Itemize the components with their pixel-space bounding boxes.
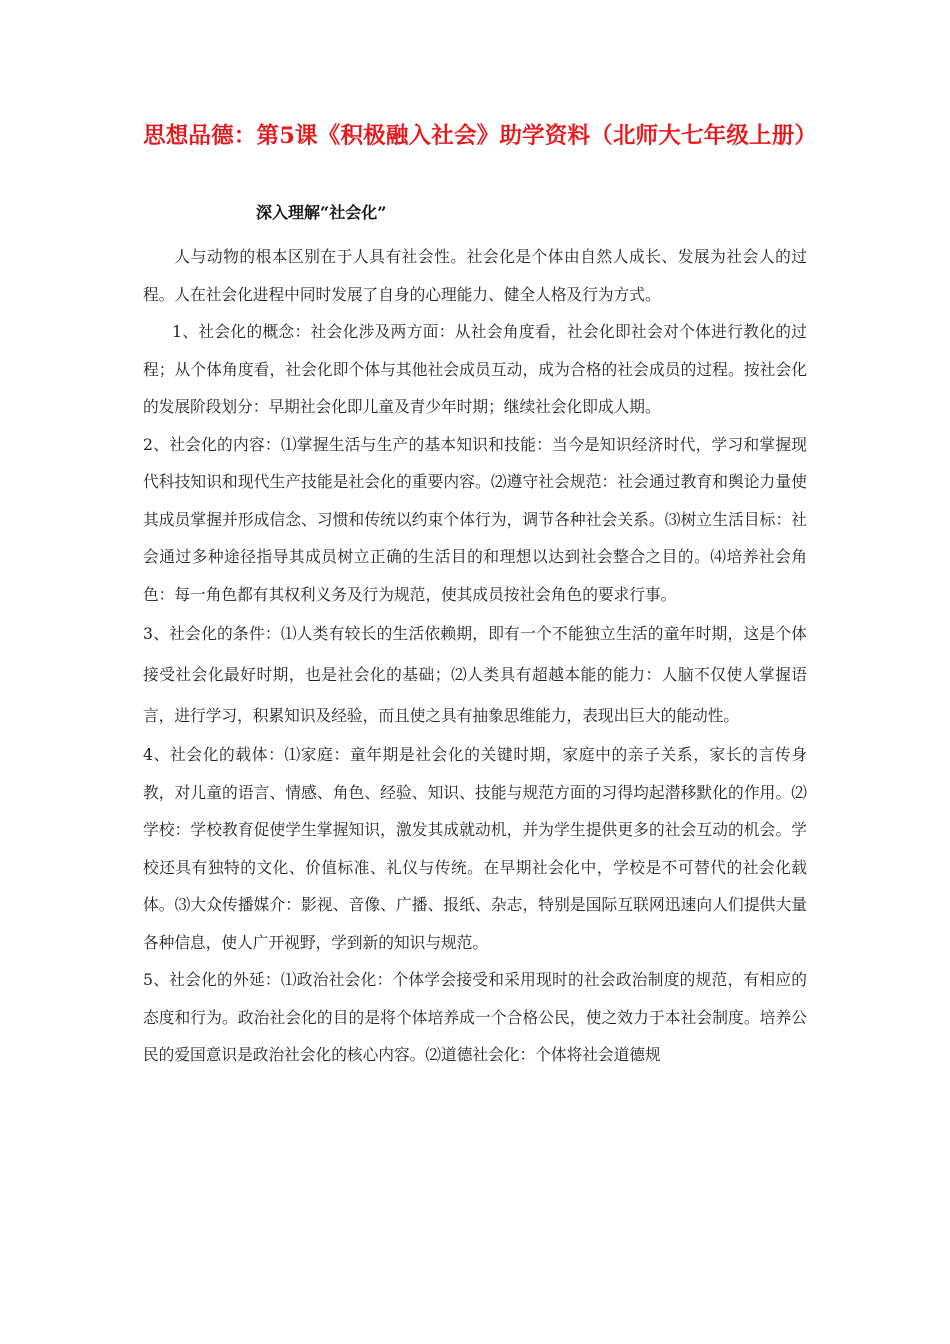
section-heading: 深入理解“社会化” [256, 203, 387, 222]
document-body [143, 238, 807, 1074]
paragraph-conditions: 3、社会化的条件：⑴人类有较长的生活依赖期，即有一个不能独立生活的童年时期，这是个体接受社会化最好时期，也是社会化的基础；⑵人类具有超越本能的能力：人脑不仅使人掌握语言，进行学习，积累知识及经验，而且使之具有抽象思维能力，表现出巨大的能动性。 [143, 624, 807, 725]
paragraph-content: 2、社会化的内容：⑴掌握生活与生产的基本知识和技能：当今是知识经济时代，学习和掌握现代科技知识和现代生产技能是社会化的重要内容。⑵遵守社会规范：社会通过教育和舆论力量使其成员掌握并形成信念、习惯和传统以约束个体行为，调节各种社会关系。⑶树立生活目标：社会通过多种途径指导其成员树立正确的生活目的和理想以达到社会整合之目的。⑷培养社会角色：每一角色都有其权利义务及行为规范，使其成员按社会角色的要求行事。 [143, 434, 807, 604]
paragraph-concept: 1、社会化的概念：社会化涉及两方面：从社会角度看，社会化即社会对个体进行教化的过程；从个体角度看，社会化即个体与其他社会成员互动，成为合格的社会成员的过程。按社会化的发展阶段划分：早期社会化即儿童及青少年时期；继续社会化即成人期。 [143, 322, 807, 416]
paragraph-carriers: 4、社会化的载体：⑴家庭：童年期是社会化的关键时期，家庭中的亲子关系，家长的言传身教，对儿童的语言、情感、角色、经验、知识、技能与规范方面的习得均起潜移默化的作用。⑵学校：学校教育促使学生掌握知识，激发其成就动机，并为学生提供更多的社会互动的机会。学校还具有独特的文化、价值标准、礼仪与传统。在早期社会化中，学校是不可替代的社会化载体。⑶大众传播媒介：影视、音像、广播、报纸、杂志，特别是国际互联网迅速向人们提供大量各种信息，使人广开视野，学到新的知识与规范。 [143, 745, 807, 952]
paragraph-intro: 人与动物的根本区别在于人具有社会性。社会化是个体由自然人成长、发展为社会人的过程。人在社会化进程中同时发展了自身的心理能力、健全人格及行为方式。 [143, 247, 807, 304]
paragraph-extension: 5、社会化的外延：⑴政治社会化：个体学会接受和采用现时的社会政治制度的规范，有相应的态度和行为。政治社会化的目的是将个体培养成一个合格公民，使之效力于本社会制度。培养公民的爱国意识是政治社会化的核心内容。⑵道德社会化：个体将社会道德规 [143, 970, 807, 1064]
document-title: 思想品德：第5课《积极融入社会》助学资料（北师大七年级上册） [143, 123, 818, 149]
